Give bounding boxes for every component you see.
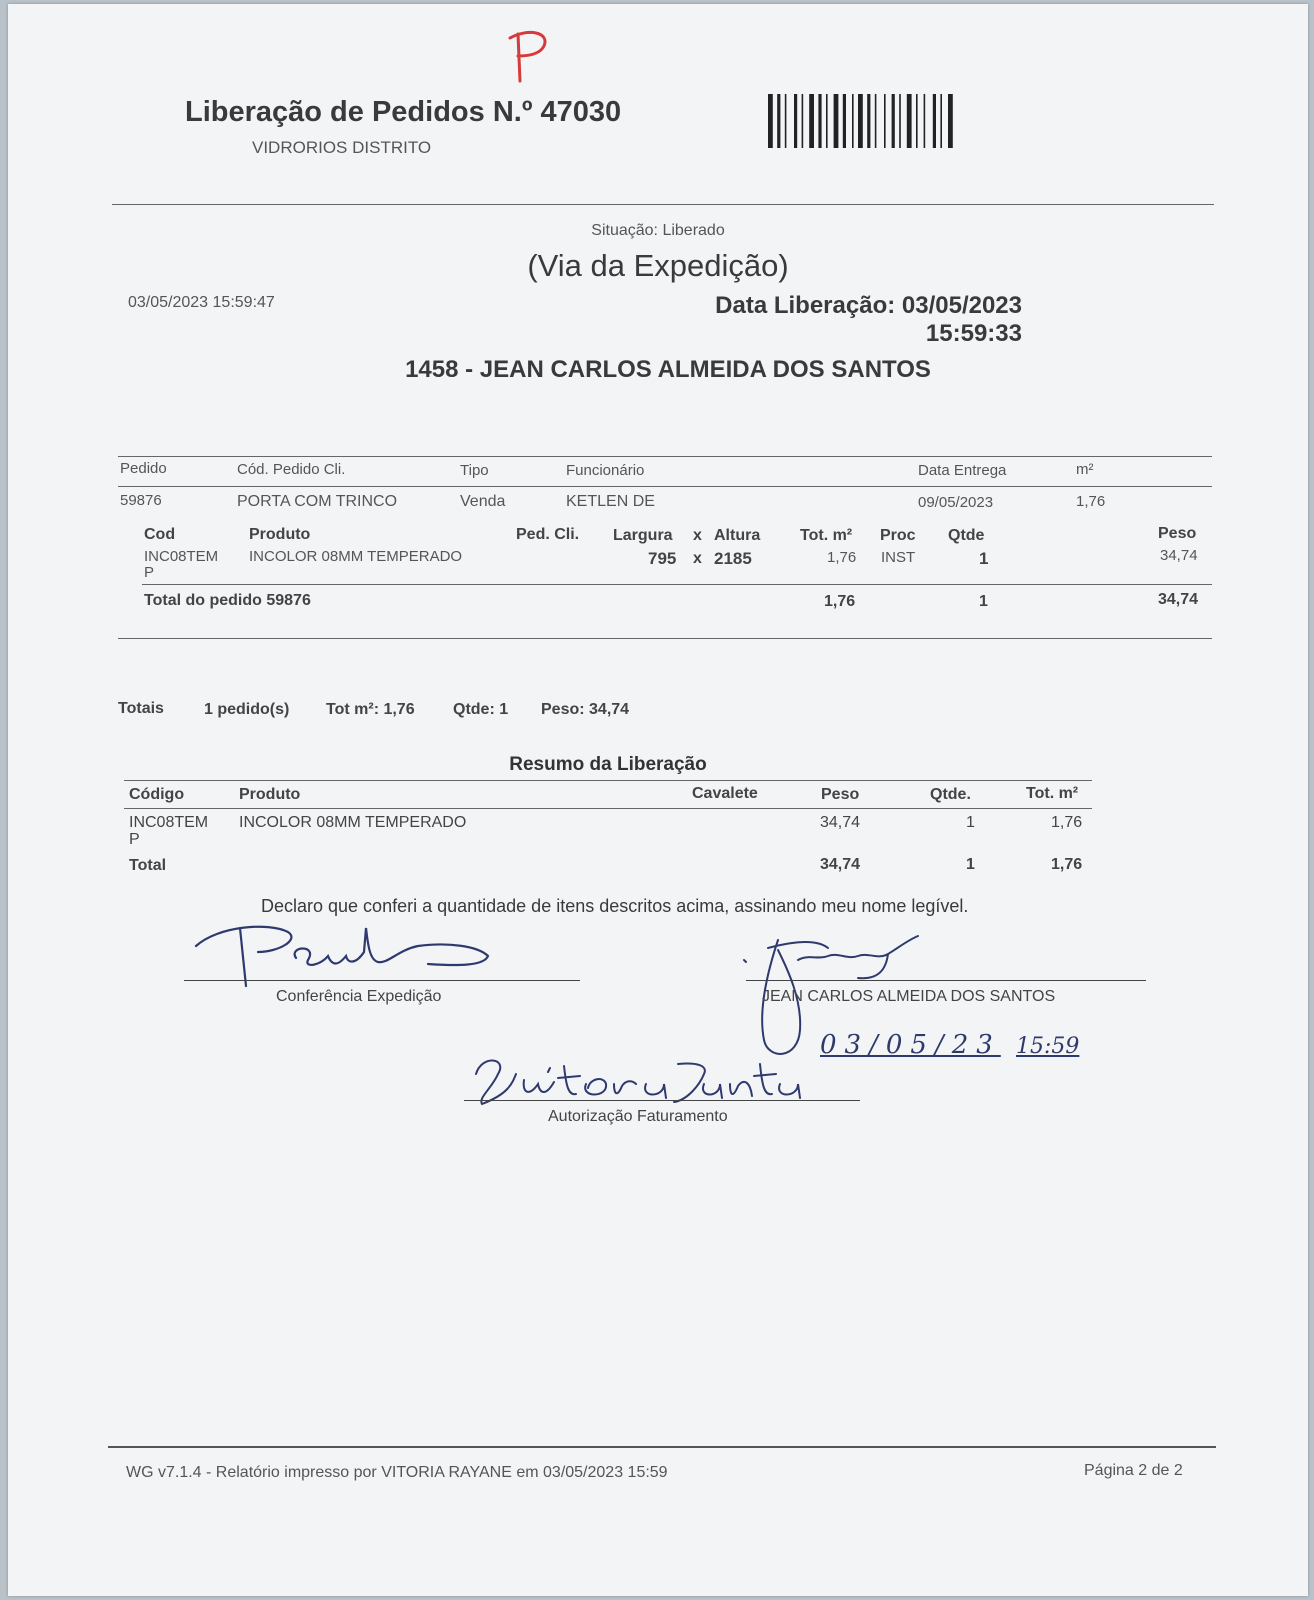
col-cod-pedido-cli-header: Cód. Pedido Cli. bbox=[237, 461, 346, 478]
summary-row-codigo: INC08TEM bbox=[129, 814, 209, 831]
order-total-m2: 1,76 bbox=[824, 593, 856, 610]
totals-peso: Peso: 34,74 bbox=[541, 701, 630, 718]
item-produto: INCOLOR 08MM TEMPERADO bbox=[249, 548, 463, 565]
summary-col-produto: Produto bbox=[239, 786, 301, 803]
release-time: 15:59:33 bbox=[925, 320, 1022, 347]
order-data-entrega: 09/05/2023 bbox=[918, 494, 994, 511]
col-funcionario-header: Funcionário bbox=[566, 462, 645, 479]
summary-col-peso: Peso bbox=[821, 786, 860, 803]
totals-tot-m2: Tot m²: 1,76 bbox=[326, 701, 415, 718]
summary-col-codigo: Código bbox=[129, 786, 185, 803]
item-altura: 2185 bbox=[714, 549, 752, 568]
item-peso: 34,74 bbox=[1160, 547, 1198, 564]
document-title: Liberação de Pedidos N.º 47030 bbox=[185, 96, 622, 128]
items-col-largura: Largura bbox=[613, 527, 673, 544]
item-cod: INC08TEM bbox=[144, 548, 219, 565]
summary-total-label: Total bbox=[129, 857, 167, 874]
items-col-qtde: Qtde bbox=[948, 527, 985, 544]
order-tipo: Venda bbox=[460, 493, 506, 510]
summary-row-peso: 34,74 bbox=[820, 814, 861, 831]
col-m2-header: m² bbox=[1076, 461, 1094, 478]
col-tipo-header: Tipo bbox=[460, 462, 489, 479]
signature-label-autorizacao: Autorização Faturamento bbox=[548, 1108, 728, 1125]
company-name: VIDRORIOS DISTRITO bbox=[252, 138, 432, 157]
summary-total-peso: 34,74 bbox=[820, 856, 861, 873]
col-pedido-header: Pedido bbox=[120, 460, 167, 477]
barcode bbox=[766, 92, 966, 152]
footer-page-number: Página 2 de 2 bbox=[1084, 1462, 1183, 1479]
items-col-peso: Peso bbox=[1158, 525, 1197, 542]
items-col-cod: Cod bbox=[144, 526, 176, 543]
signature-label-conferencia: Conferência Expedição bbox=[276, 988, 442, 1005]
situation-text: Situação: Liberado bbox=[591, 222, 725, 239]
via-text: (Via da Expedição) bbox=[527, 248, 789, 283]
items-col-x: x bbox=[693, 527, 702, 544]
summary-row-produto: INCOLOR 08MM TEMPERADO bbox=[239, 814, 467, 831]
declaration-text: Declaro que conferi a quantidade de itens descritos acima, assinando meu nome legível. bbox=[261, 896, 969, 916]
release-date: Data Liberação: 03/05/2023 bbox=[715, 292, 1022, 319]
summary-col-tot-m2: Tot. m² bbox=[1026, 785, 1079, 802]
footer-printed-by: WG v7.1.4 - Relatório impresso por VITORIA RAYANE em 03/05/2023 15:59 bbox=[126, 1464, 668, 1481]
summary-col-cavalete: Cavalete bbox=[692, 785, 758, 802]
handwritten-p-mark bbox=[498, 26, 558, 86]
summary-total-tot-m2: 1,76 bbox=[1051, 856, 1083, 873]
item-x: x bbox=[693, 550, 702, 567]
totals-qtde: Qtde: 1 bbox=[453, 701, 509, 718]
order-cod-pedido-cli: PORTA COM TRINCO bbox=[237, 493, 398, 510]
signature-conferencia bbox=[188, 916, 508, 996]
signature-label-cliente: JEAN CARLOS ALMEIDA DOS SANTOS bbox=[762, 988, 1056, 1005]
item-largura: 795 bbox=[648, 549, 677, 568]
totals-pedidos: 1 pedido(s) bbox=[204, 701, 290, 718]
items-col-proc: Proc bbox=[880, 527, 916, 544]
col-data-entrega-header: Data Entrega bbox=[918, 462, 1007, 479]
summary-col-qtde: Qtde. bbox=[930, 786, 971, 803]
item-proc: INST bbox=[881, 549, 916, 566]
summary-row-qtde: 1 bbox=[966, 814, 975, 831]
handwritten-time: 15:59 bbox=[1016, 1034, 1080, 1059]
order-pedido: 59876 bbox=[120, 492, 162, 509]
items-col-ped-cli: Ped. Cli. bbox=[516, 526, 580, 543]
order-total-peso: 34,74 bbox=[1158, 591, 1199, 608]
summary-title: Resumo da Liberação bbox=[509, 754, 707, 775]
items-col-altura: Altura bbox=[714, 527, 761, 544]
items-col-produto: Produto bbox=[249, 526, 311, 543]
document-page bbox=[8, 4, 1308, 1596]
totals-label: Totais bbox=[118, 700, 164, 717]
items-col-tot-m2: Tot. m² bbox=[800, 527, 853, 544]
summary-total-qtde: 1 bbox=[966, 856, 975, 873]
item-qtde: 1 bbox=[979, 549, 989, 568]
order-total-qtde: 1 bbox=[979, 593, 988, 610]
order-funcionario: KETLEN DE bbox=[566, 493, 655, 510]
summary-row-tot-m2: 1,76 bbox=[1051, 814, 1083, 831]
order-total-label: Total do pedido 59876 bbox=[144, 592, 311, 609]
print-datetime: 03/05/2023 15:59:47 bbox=[128, 294, 275, 311]
order-m2: 1,76 bbox=[1076, 493, 1106, 510]
summary-row-codigo-cont: P bbox=[129, 831, 140, 848]
item-tot-m2: 1,76 bbox=[827, 549, 857, 566]
item-cod-cont: P bbox=[144, 564, 155, 581]
handwritten-date: 03/05/23 bbox=[820, 1030, 1001, 1060]
signature-autorizacao bbox=[468, 1044, 808, 1114]
client-name: 1458 - JEAN CARLOS ALMEIDA DOS SANTOS bbox=[405, 356, 931, 383]
